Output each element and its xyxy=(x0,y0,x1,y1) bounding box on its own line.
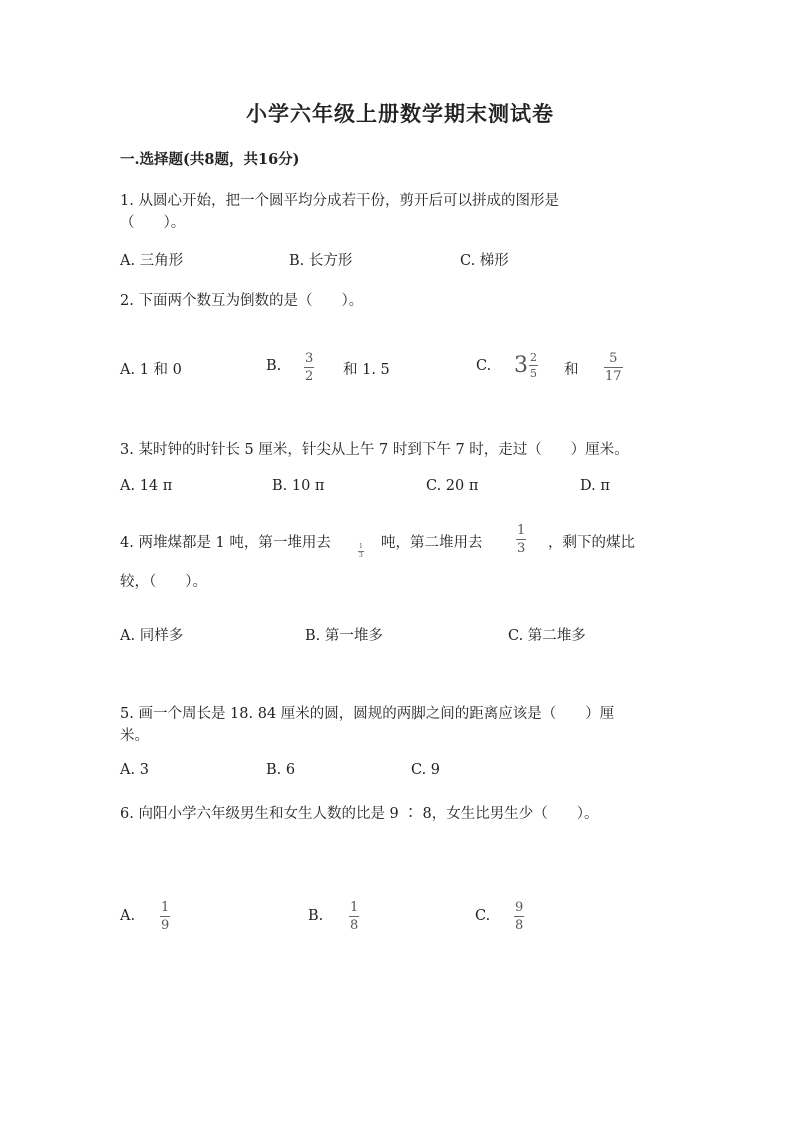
q5-option-a[interactable]: A. 3 xyxy=(120,762,149,778)
q6-option-b-fraction: $\frac{1}{8}$ xyxy=(350,900,359,933)
q5-option-c[interactable]: C. 9 xyxy=(411,762,441,778)
q6-option-b-label[interactable]: B. xyxy=(308,908,324,924)
question-2-text: 2. 下面两个数互为倒数的是（ ）。 xyxy=(120,293,364,309)
q6-option-c-label[interactable]: C. xyxy=(475,908,491,924)
question-6-text: 6. 向阳小学六年级男生和女生人数的比是 9 ∶ 8，女生比男生少（ ）。 xyxy=(120,806,599,822)
q3-option-c[interactable]: C. 20 π xyxy=(426,478,479,494)
q6-option-a-fraction: $\frac{1}{9}$ xyxy=(161,900,170,933)
q2-option-b-label[interactable]: B. xyxy=(266,358,282,374)
q3-option-a[interactable]: A. 14 π xyxy=(120,478,173,494)
q4-option-c[interactable]: C. 第二堆多 xyxy=(508,628,586,644)
question-1-paren: （ ）。 xyxy=(120,215,186,231)
q2-option-b-fraction: $\frac{3}{2}$ xyxy=(305,351,314,384)
q4-option-b[interactable]: B. 第一堆多 xyxy=(305,628,383,644)
q2-option-c-fraction: $\frac{5}{17}$ xyxy=(605,351,622,384)
question-1-text: 1. 从圆心开始，把一个圆平均分成若干份，剪开后可以拼成的图形是 xyxy=(120,193,559,209)
section-heading: 一.选择题(共8题，共16分) xyxy=(120,151,300,168)
q1-option-b[interactable]: B. 长方形 xyxy=(289,253,353,269)
question-4-part3: ，剩下的煤比 xyxy=(548,535,635,551)
q4-fraction: $\frac{1}{3}$ xyxy=(517,523,526,556)
q4-fraction-tiny: $\frac{1}{3}$ xyxy=(359,543,363,559)
q2-option-c-label[interactable]: C. xyxy=(476,358,492,374)
q2-option-a[interactable]: A. 1 和 0 xyxy=(120,362,182,378)
q6-option-c-fraction: $\frac{9}{8}$ xyxy=(515,900,524,933)
question-5-text: 5. 画一个周长是 18. 84 厘米的圆，圆规的两脚之间的距离应该是（ ）厘 xyxy=(120,706,615,722)
question-4-line2: 较，（ ）。 xyxy=(120,574,207,590)
q1-option-a[interactable]: A. 三角形 xyxy=(120,253,184,269)
q6-option-a-label[interactable]: A. xyxy=(120,908,136,924)
q5-option-b[interactable]: B. 6 xyxy=(266,762,296,778)
q4-option-a[interactable]: A. 同样多 xyxy=(120,628,184,644)
q1-option-c[interactable]: C. 梯形 xyxy=(460,253,509,269)
question-4-part1: 4. 两堆煤都是 1 吨，第一堆用去 xyxy=(120,535,331,551)
question-4-part2: 吨，第二堆用去 xyxy=(381,535,483,551)
page-title: 小学六年级上册数学期末测试卷 xyxy=(246,101,554,126)
q2-option-c-and: 和 xyxy=(564,362,579,378)
question-3-text: 3. 某时钟的时针长 5 厘米，针尖从上午 7 时到下午 7 时，走过（ ）厘米。 xyxy=(120,442,629,458)
q2-option-c-mixed-number: 3 $\frac{2}{5}$ xyxy=(514,351,537,380)
q2-option-b-tail: 和 1. 5 xyxy=(343,362,390,378)
question-5-line2: 米。 xyxy=(120,728,149,744)
q3-option-d[interactable]: D. π xyxy=(580,478,610,494)
q3-option-b[interactable]: B. 10 π xyxy=(272,478,325,494)
